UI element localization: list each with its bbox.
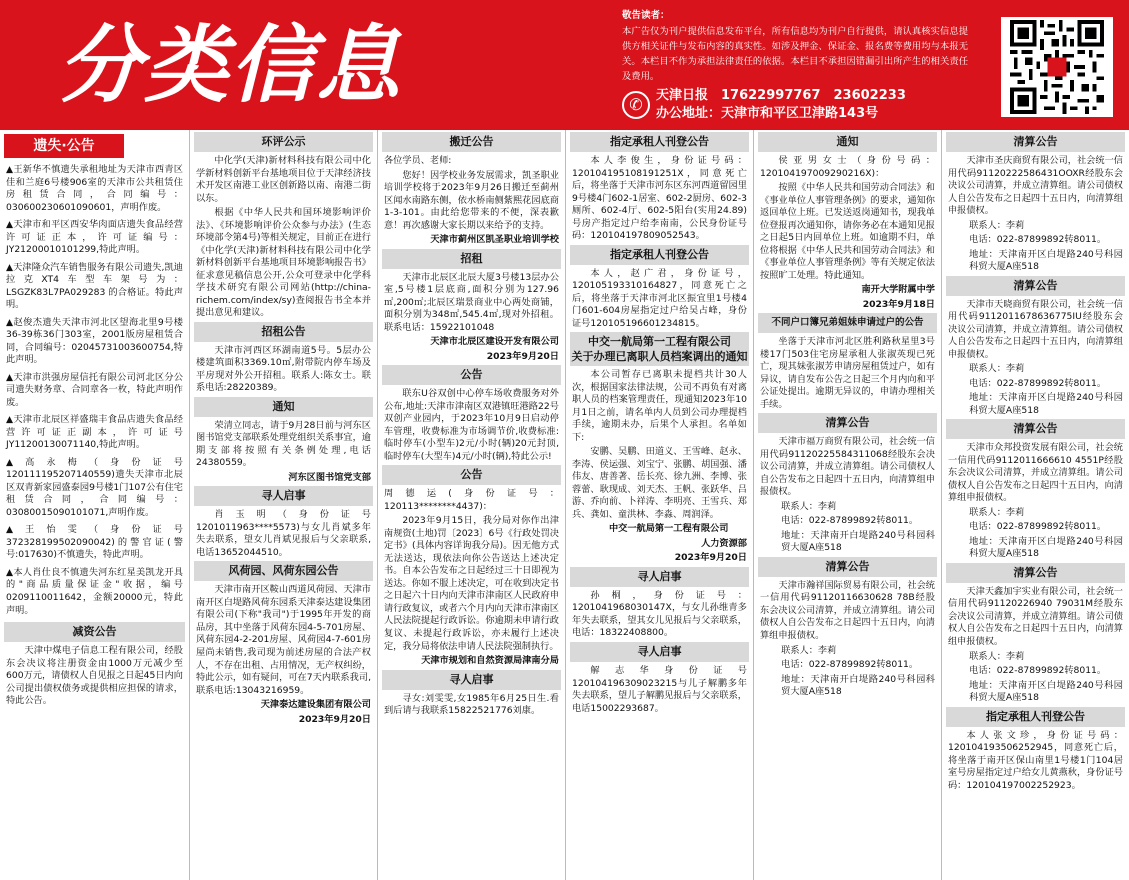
section-bar-missing-person: 寻人启事 [382, 670, 561, 690]
section-bar-liquidation: 清算公告 [758, 413, 937, 433]
lease-transfer-text: 本人，赵广君，身份证号，120105193310164827，同意死亡之后，将坐落于天津市河北区振宜里1号楼4门601-604房屋指定过户给吴占峰，身份证号120105196601234815。 [572, 267, 747, 329]
penalty-addressee: 周德运(身份证号：120113********4437)： [384, 488, 559, 512]
fenghe-text: 天津市南开区鞍山西道风荷园、天津市南开区白堤路风荷东园系天津泰达建设集团有限公司(下称"我司")于1995年开发的商品房，其中坐落于风荷东园4-5-701房屋、风荷东园4-2-201房屋、风荷园4-7-601房屋尚未销售,我司现为前述房屋的合法产权人，不存在出租、占用情况，无产权纠纷，特此公示，如有疑问，可在7天内联系我司,联系电话:13043216959。 [196, 584, 371, 696]
missing-person-text: 肖玉明（身份证号1201011963****5573)与女儿肖斌多年失去联系，望女儿肖斌见报后与父亲联系,电话13652044510。 [196, 509, 371, 558]
archive-signature: 中交一航局第一工程有限公司 [608, 523, 729, 535]
liquidation-phone: 电话：022-87899892转8011。 [781, 659, 919, 671]
page-title: 分类信息 [58, 16, 403, 114]
lease-transfer-text: 本人张文珍，身份证号码：120104193506252945，同意死亡后，将坐落于南开区保山南里1号楼1门104居室号房屋指定过户给女儿黄燕秋，身份证号码：120104197002252923。 [948, 729, 1123, 791]
rent-date: 2023年9月20日 [486, 350, 559, 362]
relocation-greeting: 各位学员、老师: [384, 155, 452, 166]
liquidation-contact: 联系人：李莉 [969, 363, 1025, 375]
liquidation-address: 地址：天津南开白堤路240号科园科贸大厦A座518 [781, 529, 935, 554]
liquidation-phone: 电话：022-87899892转8011。 [781, 515, 919, 527]
section-bar-lease-transfer: 指定承租人刊登公告 [570, 245, 749, 265]
lost-item: ▲天津市北辰区祥盛瑞丰食品店遗失食品经营许可证正副本，许可证号JY11200130071140,特此声明。 [6, 414, 183, 451]
notice-addressee: 侯亚男女士（身份号码：120104197009290216X)： [760, 155, 935, 179]
section-bar-announcement: 公告 [382, 365, 561, 385]
penalty-signature: 天津市规划和自然资源局津南分局 [421, 655, 559, 667]
missing-person-text: 寻女:刘雯雯,女1985年6月25日生.看到后请与我联系15822521776刘康。 [384, 692, 559, 717]
liquidation-text: 天津天鑫加宇实业有限公司，社会统一信用代码91120226940 79031M经股东会决议公司清算，并成立清算组。请公司债权人自公告发布之日起四十五日内，向清算组申报债权。 [948, 585, 1123, 647]
relocation-text: 您好！因学校业务发展需求，凯圣职业培训学校将于2023年9月26日搬迁至蓟州区闻水南路东侧，依水桥南侧紫熙花园底商1-3-101。由此给您带来的不便，深表歉意！再次感谢大家长期以来给予的支持。 [384, 169, 559, 231]
column-5 [753, 130, 941, 880]
section-bar-missing-person: 寻人启事 [570, 642, 749, 662]
section-bar-rent: 招租公告 [194, 322, 373, 342]
missing-person-text: 孙桐，身份证号：1201041968030147X，与女儿孙维青多年失去联系，望其女儿见报后与父亲联系，电话：18322408800。 [572, 589, 747, 639]
qr-code-icon [1001, 17, 1113, 117]
liquidation-text: 天津市圣庆商贸有限公司，社会统一信用代码91120222586431OOXR经股东会决议公司清算，并成立清算组。请公司债权人自公告发布之日起四十五日内，向清算组申报债权。 [948, 155, 1123, 217]
section-bar-liquidation: 清算公告 [946, 563, 1125, 583]
column-3 [377, 130, 565, 880]
column-lost-notices [0, 130, 189, 880]
lost-item: ▲本人肖仕良不慎遗失河东红星美凯龙开具的"商品质量保证金"收据，编号0209110011642，金额20000元，特此声明。 [6, 566, 183, 616]
liquidation-contact: 联系人：李莉 [969, 650, 1025, 662]
liquidation-phone: 电话：022-87899892转8011。 [969, 377, 1107, 389]
section-bar-liquidation: 清算公告 [758, 557, 937, 577]
section-bar-archive-notice [570, 332, 749, 366]
section-bar-eia: 环评公示 [194, 132, 373, 152]
lost-item: ▲天津隆众汽车销售服务有限公司遗失,凯迪拉克XT4车型车架号为：LSGZK83L7PA029283 的合格证。特此声明。 [6, 261, 183, 311]
section-bar-notice: 通知 [758, 132, 937, 152]
reader-notice: 本广告仅为刊户提供信息发布平台，所有信息均为刊户自行提供，请认真核实信息提供方相关证件与发布内容的真实性。如涉及押金、保证金、报名费等费用均与本报无关。本栏目不作为承担法律责任的依据。本栏目不承担因错漏引出所产生的相关责任及费用。 [622, 26, 968, 82]
section-bar-capital-reduction: 减资公告 [4, 622, 185, 642]
liquidation-address: 地址：天津南开区白堤路240号科园科贸大厦A座518 [969, 679, 1123, 704]
eia-text-2: 根据《中华人民共和国环境影响评价法》、《环境影响评价公众参与办法》(生态环境部令第4号)等相关规定，目前正在进行《中化学(天津)新材料科技有限公司中化学新材料创新平台基地项目环境影响报告书》征求意见稿信息公开,公众可登录中化学科学技术研究有限公司网站(http://china-richem.com/index/sy)查阅报告书全本并提出意见和建议。 [196, 207, 371, 319]
fenghe-signature: 天津泰达建设集团有限公司 [260, 699, 371, 711]
liquidation-text: 天津市福万商贸有限公司，社会统一信用代码91120225584311068经股东会决议公司清算，并成立清算组。请公司债权人自公告发布之日起四十五日内，向清算组申报债权。 [760, 436, 935, 498]
liquidation-text: 天津市天晓商贸有限公司，社会统一信用代码9112011678636775IU经股东会决议公司清算，并成立清算组。请公司债权人自公告发布之日起四十五日内，向清算组申报债权。 [948, 298, 1123, 360]
contact-phone: 天津日报 17622997767 23602233 [656, 88, 906, 103]
liquidation-contact: 联系人：李莉 [781, 500, 837, 512]
rent-text: 天津市北辰区北辰大厦3号楼13层办公室,5号楼1层底商,面积分别为127.96㎡,200㎡;北辰区瑞景商业中心两处商铺，面积分别为348㎡,545.4㎡,现对外招租。联系电话：15922101048 [384, 271, 559, 333]
liquidation-phone: 电话：022-87899892转8011。 [969, 521, 1107, 533]
eia-text: 中化学(天津)新材料科技有限公司中化学新材料创新平台基地项目位于天津经济技术开发区南港工业区创新路以南、南港二街以东。 [196, 155, 371, 204]
lost-item: ▲高永梅（身份证号120111195207140559)遗失天津市北辰区双青新家园盛泰园9号楼1门107公有住宅租赁合同，合同编号：03080015090101071,声明作废。 [6, 456, 183, 518]
fenghe-date: 2023年9月20日 [298, 713, 371, 725]
lost-item: ▲王新华不慎遗失承租地址为天津市西青区佳和兰庭6号楼906室的天津市公共租赁住房租赁合同，合同编号：030600230601090601，声明作废。 [6, 164, 183, 213]
archive-names: 安鹏、吴鹏、田道义、王雪峰、赵永、李涛、侯运强、刘宝宁、张鹏、胡国强、潘伟友、唐善著、岳长亮、徐九洲、李博、张蓉蕾、耿现成、刘天杰、王帆、张跃华、吕游、乔向前、卜祥涛、李明亮、王雪兵、郑兵、龚如、童洪林、李淼、周润泽。 [572, 446, 747, 520]
liquidation-text: 天津市瀚祥国际贸易有限公司，社会统一信用代码91120116630628 78B经股东会决议公司清算，并成立清算组。请公司债权人自公告发布之日起四十五日内，向清算组申报债权。 [760, 579, 935, 641]
section-bar-missing-person: 寻人启事 [194, 486, 373, 506]
column-4 [565, 130, 753, 880]
notice-heading: 敬告读者： [622, 10, 670, 21]
notice-text: 按照《中华人民共和国劳动合同法》和《事业单位人事管理条例》的要求，通知你返回单位上班。已发送返岗通知书，现我单位登报再次通知你，请你务必在本通知见报之日起5日内回单位上班。如逾期不归，单位将根据《中华人民共和国劳动合同法》和《事业单位人事管理条例》等有关规定依法按照旷工处理。特此通知。 [760, 182, 935, 281]
capital-reduction-text: 天津中煤电子信息工程有限公司，经股东会决议将注册资金由1000万元减少至600万元，请债权人自见报之日起45日内向公司提出债权债务或提供相应担保的请求，特此公告。 [6, 645, 183, 707]
phone-icon: ✆ [622, 91, 650, 119]
relocation-signature: 天津市蓟州区凯圣职业培训学校 [430, 234, 559, 246]
archive-notice-title: 关于办理已离职人员档案调出的通知 [571, 350, 748, 364]
liquidation-address: 地址：天津南开区白堤路240号科园科贸大厦A座518 [969, 535, 1123, 560]
rent-text: 天津市河西区环湖南道5号。5层办公楼建筑面积3369.10㎡,附带院内停车场及平房现对外公开招租。联系人:陈女士。联系电话:28220389。 [196, 344, 371, 394]
section-bar-lease-transfer: 指定承租人刊登公告 [946, 707, 1125, 727]
section-bar-lost: 遗失·公告 [4, 134, 124, 158]
notice-date: 2023年9月18日 [862, 298, 935, 310]
liquidation-phone: 电话：022-87899892转8011。 [969, 665, 1107, 677]
lost-item: ▲天津市洪强房屋信托有限公司河北区分公司遗失财务章、合同章各一枚，特此声明作废。 [6, 371, 183, 408]
liquidation-contact: 联系人：李莉 [969, 506, 1025, 518]
section-bar-fenghe: 风荷园、风荷东园公告 [194, 561, 373, 581]
section-bar-sibling-transfer: 不同户口簿兄弟姐妹申请过户的公告 [758, 313, 937, 333]
lost-item: ▲天津市和平区西安华肉面店遗失食品经营许可证正本，许可证编号：JY21200010101299,特此声明。 [6, 219, 183, 256]
parking-text: 联东U谷双创中心停车场收费服务对外公布,地址:天津市津南区双港镇旺港路22号双创产业园内，于2023年10月9日启动停车管理，收费标准为市场调节价,收费标准:临时停车(小型车)2元/小时(辆)20元封顶,临时停车(大型车)4元/小时(辆),特此公示! [384, 388, 559, 462]
missing-person-text: 解志华身份证号120104196309023215与儿子解鹏多年失去联系，望儿子解鹏见报后与父亲联系，电话15002293687。 [572, 664, 747, 714]
lease-transfer-text: 本人李俊生，身份证号码：120104195108191251X，同意死亡后，将坐落于天津市河东区东河西道留园里9号楼4门602-1居室、602-2厨房、602-3厕所、602-4厅、602-5阳台(实用24.89)号房产指定过户给李南南，公民身份证号码：120104197809052543。 [572, 155, 747, 242]
penalty-text: 2023年9月15日，我分局对你作出津南规资(土地)罚〔2023〕6号《行政处罚决定书》(具体内容详询我分局)。因无他方式无法送达，现依法向你公告送达上述决定书。自本公告发布之日起经过三十日即视为送达。你如不服上述决定，可在收到决定书之日起六十日内向天津市津南区人民政府申请行政复议，或者六个月内向天津市津南区人民法院提起行政诉讼。你逾期未申请行政复议、未提起行政诉讼，亦未履行上述决定，我分局将依法申请人民法院强制执行。 [384, 515, 559, 652]
section-bar-lease-transfer: 指定承租人刊登公告 [570, 132, 749, 152]
liquidation-address: 地址：天津南开白堤路240号科园科贸大厦A座518 [781, 673, 935, 698]
section-bar-notice: 通知 [194, 397, 373, 417]
notice-signature: 河东区图书馆党支部 [288, 471, 371, 483]
section-bar-liquidation: 清算公告 [946, 132, 1125, 152]
sibling-transfer-text: 坐落于天津市河北区胜利路秋星里3号楼17门503住宅房屋承租人张淑英现已死亡，现其妹张淑芳申请房屋租赁过户，如有异议，请自发布公告之日起三个月内向和平公证处提出。逾期无异议的，申请办理相关手续。 [760, 336, 935, 410]
lost-item: ▲王怡雯（身份证号372328199502090042)的警官证(警号:017630)不慎遗失，特此声明。 [6, 524, 183, 561]
section-bar-missing-person: 寻人启事 [570, 567, 749, 587]
lost-item: ▲赵俊杰遗失天津市河北区望海北里9号楼36-39栋36门303室，2001版房屋租赁合同，合同编号：02045731003600754,特此声明。 [6, 316, 183, 366]
liquidation-phone: 电话：022-87899892转8011。 [969, 234, 1107, 246]
section-bar-announcement: 公告 [382, 465, 561, 485]
archive-department: 人力资源部 [701, 537, 747, 549]
contact-address: 办公地址：天津市和平区卫津路143号 [656, 106, 879, 121]
column-2 [189, 130, 377, 880]
section-bar-liquidation: 清算公告 [946, 419, 1125, 439]
liquidation-address: 地址：天津南开区白堤路240号科园科贸大厦A座518 [969, 392, 1123, 416]
liquidation-address: 地址：天津南开区白堤路240号科园科贸大厦A座518 [969, 248, 1123, 273]
rent-signature: 天津市北辰区建设开发有限公司 [430, 336, 559, 348]
archive-text: 本公司暂存已离职未提档共计30人次，根据国家法律法规，公司不再负有对离职人员的档案管理责任，现通知2023年10月1日之前，请名单内人员到公司办理提档手续，逾期未办，后果个人承担。名单如下: [572, 369, 747, 443]
liquidation-text: 天津市众邦投资发展有限公司，社会统一信用代码9112011666610 4551P经股东会决议公司清算，并成立清算组。请公司债权人自公告发布之日起四十五日内，向清算组申报债权。 [948, 442, 1123, 504]
liquidation-contact: 联系人：李莉 [969, 219, 1025, 231]
notice-text: 荣清立同志，请于9月28日前与河东区图书馆党支部联系处理党组织关系事宜，逾期支部将按照有关条例处理,电话24380559。 [196, 419, 371, 469]
notice-signature: 南开大学附属中学 [861, 284, 935, 296]
column-6 [941, 130, 1129, 880]
archive-date: 2023年9月20日 [674, 552, 747, 564]
liquidation-contact: 联系人：李莉 [781, 644, 837, 656]
section-bar-relocation: 搬迁公告 [382, 132, 561, 152]
section-bar-liquidation: 清算公告 [946, 276, 1125, 296]
header-banner [0, 0, 1129, 130]
section-bar-rent: 招租 [382, 249, 561, 269]
archive-notice-company: 中交一航局第一工程有限公司 [588, 335, 731, 349]
